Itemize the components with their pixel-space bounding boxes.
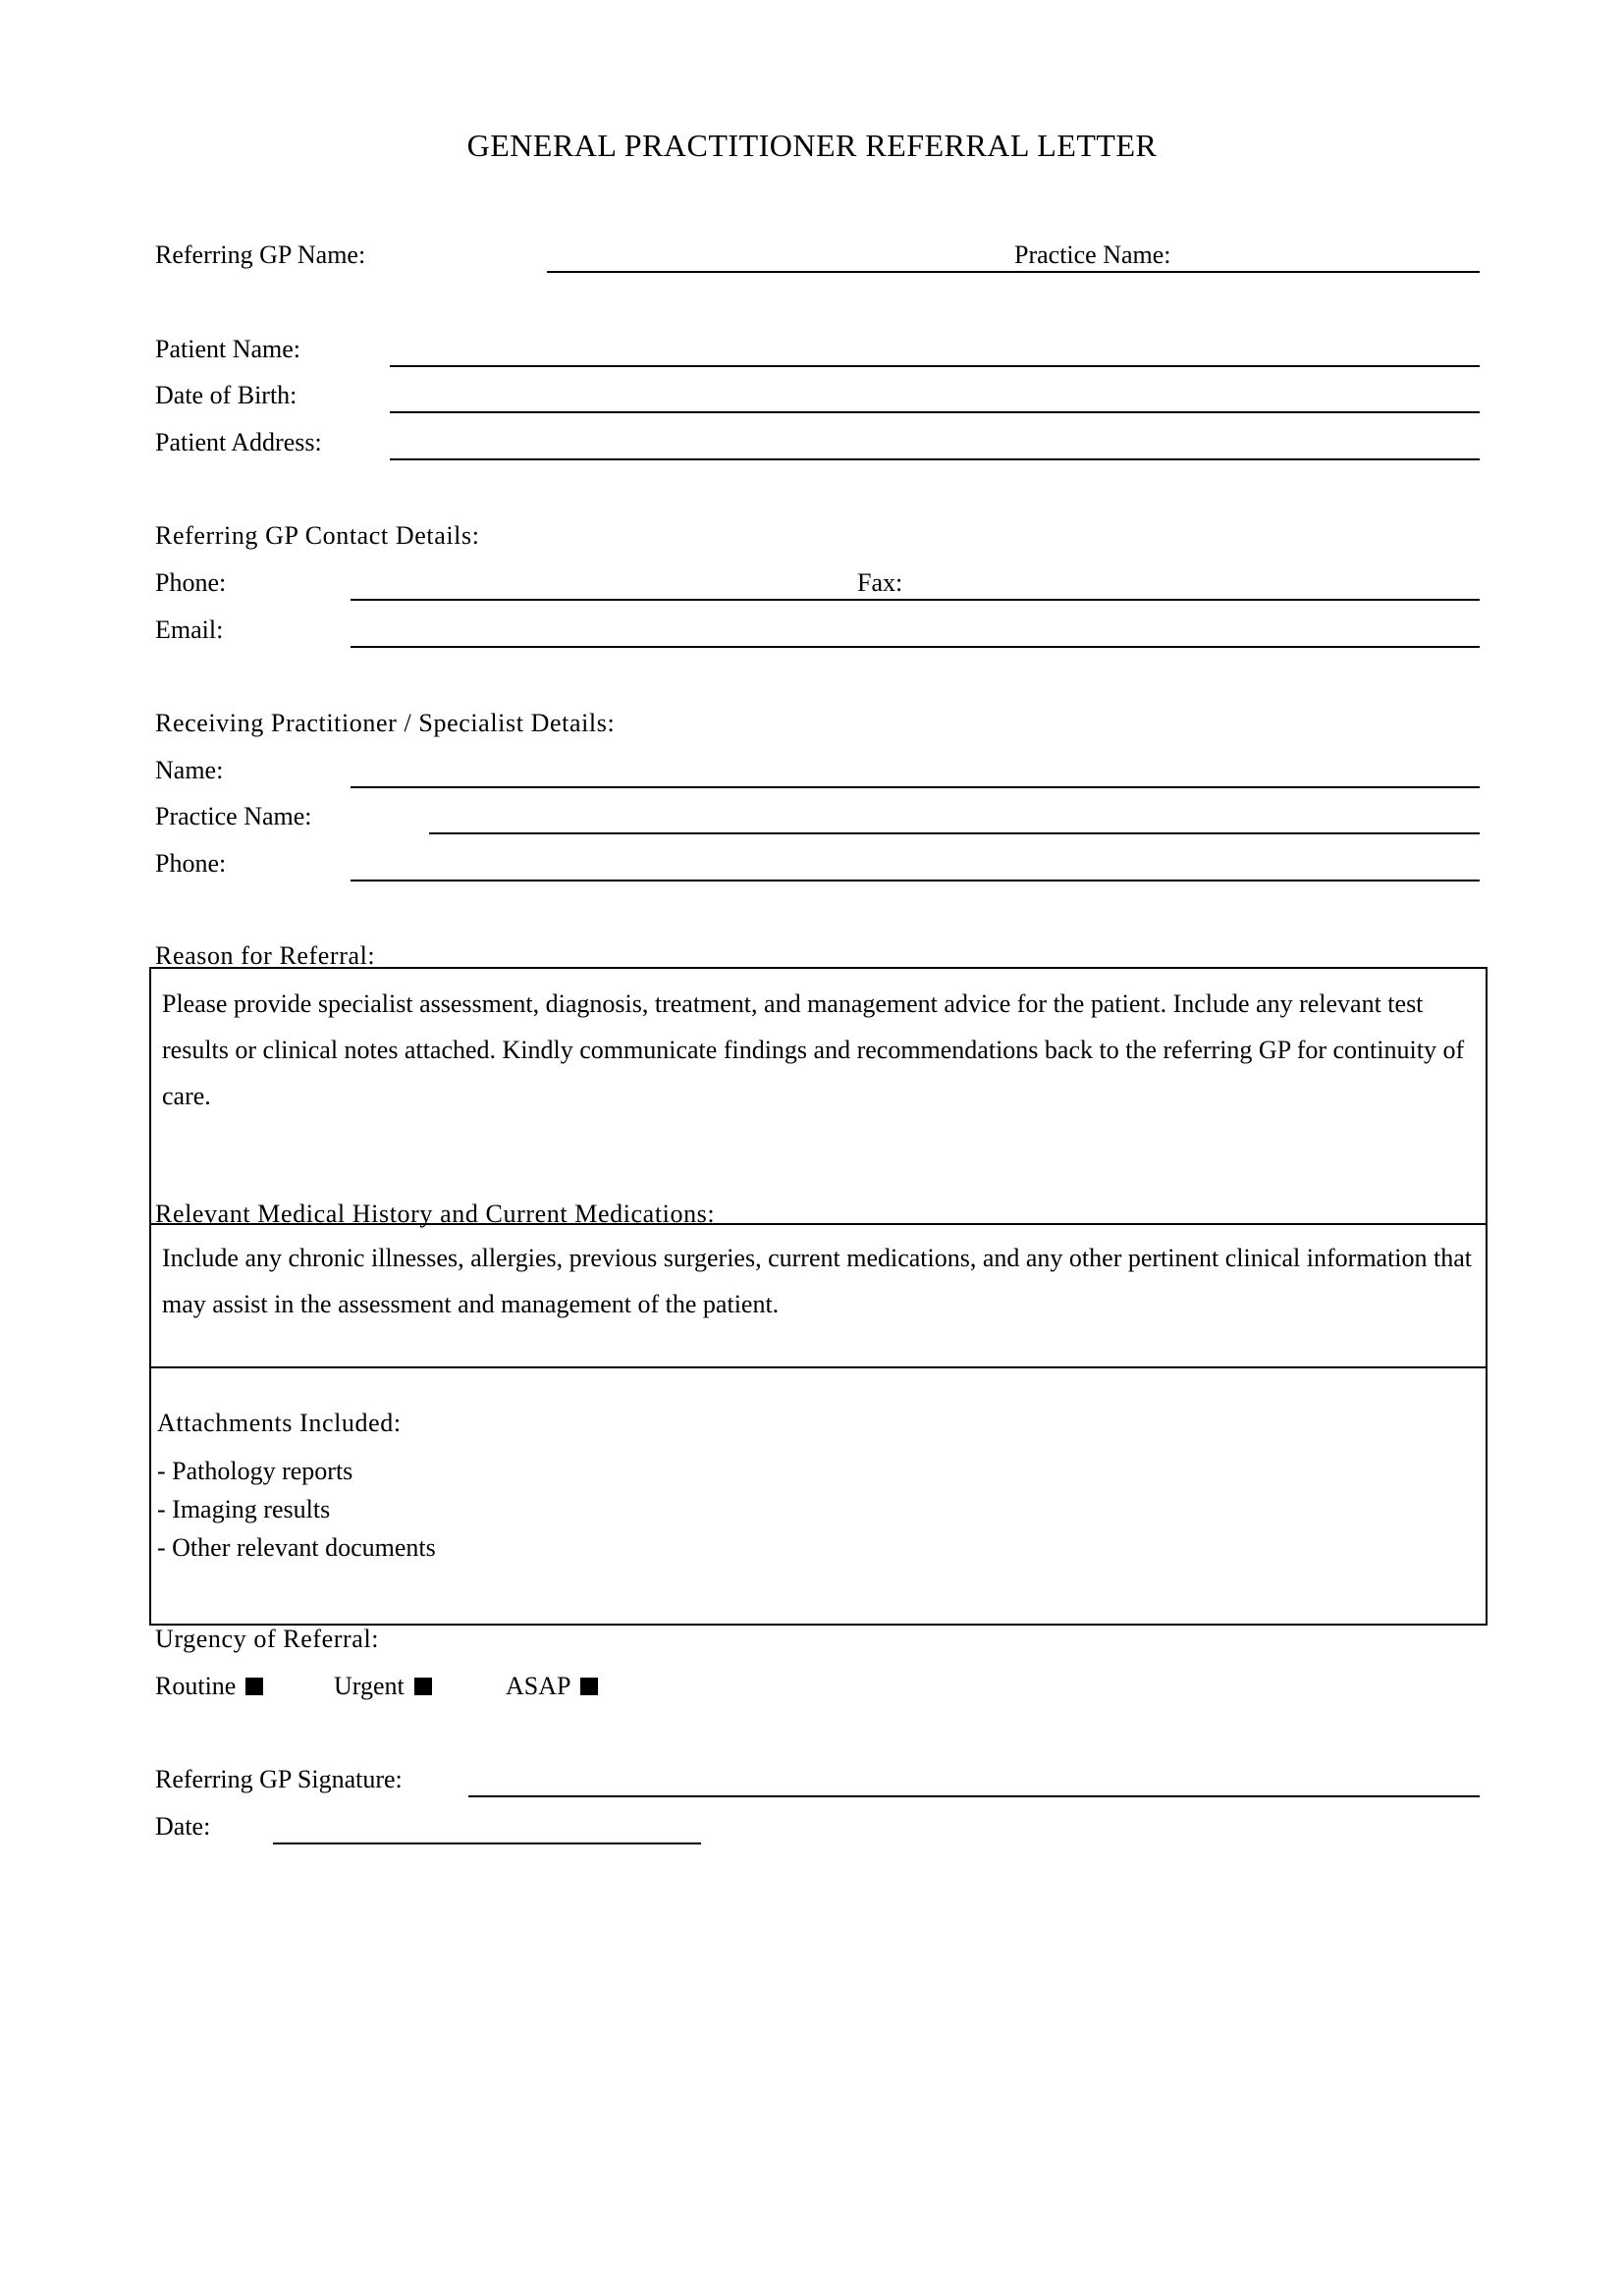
checkbox-square-icon[interactable] <box>414 1678 432 1695</box>
urgency-asap-label: ASAP <box>506 1672 571 1700</box>
gp-contact-heading: Referring GP Contact Details: <box>155 521 480 550</box>
urgency-urgent-label: Urgent <box>334 1672 405 1700</box>
receiving-phone-field[interactable] <box>351 880 1480 881</box>
reason-box[interactable] <box>149 967 1488 1225</box>
checkbox-square-icon[interactable] <box>580 1678 598 1695</box>
urgency-option-urgent[interactable] <box>334 1671 432 1702</box>
gp-name-field[interactable] <box>547 271 1480 273</box>
receiving-name-label: Name: <box>155 756 224 784</box>
signature-label: Referring GP Signature: <box>155 1765 403 1793</box>
receiving-name-field[interactable] <box>351 786 1480 788</box>
gp-phone-fax-field[interactable] <box>351 599 1480 601</box>
gp-phone-label: Phone: <box>155 568 227 597</box>
history-box[interactable] <box>149 1223 1488 1368</box>
receiving-heading: Receiving Practitioner / Specialist Details: <box>155 709 616 737</box>
history-text: Include any chronic illnesses, allergies, previous surgeries, current medications, and any other pertinent clinical information that may assist in the assessment and management of the patient. <box>162 1244 1473 1318</box>
patient-name-field[interactable] <box>390 365 1480 367</box>
urgency-option-routine[interactable] <box>155 1671 263 1702</box>
urgency-option-asap[interactable] <box>506 1671 598 1702</box>
receiving-practice-field[interactable] <box>429 832 1480 834</box>
practice-name-label: Practice Name: <box>1014 240 1171 269</box>
patient-address-field[interactable] <box>390 458 1480 460</box>
patient-name-label: Patient Name: <box>155 335 301 363</box>
urgency-routine-label: Routine <box>155 1672 237 1700</box>
gp-email-field[interactable] <box>351 646 1480 648</box>
date-field[interactable] <box>273 1842 701 1844</box>
reason-text: Please provide specialist assessment, diagnosis, treatment, and management advice for the patient. Include any relevant test results or clinical notes attached. Kindly communicate findings and recommendations back to the referring GP for continuity of care. <box>162 989 1465 1110</box>
patient-address-label: Patient Address: <box>155 428 322 456</box>
attachment-item: - Pathology reports <box>157 1457 353 1485</box>
receiving-practice-label: Practice Name: <box>155 802 312 830</box>
urgency-heading: Urgency of Referral: <box>155 1625 380 1653</box>
receiving-phone-label: Phone: <box>155 849 227 878</box>
history-heading: Relevant Medical History and Current Medications: <box>155 1200 716 1228</box>
dob-field[interactable] <box>390 411 1480 413</box>
gp-name-label: Referring GP Name: <box>155 240 366 269</box>
reason-heading: Reason for Referral: <box>155 941 376 970</box>
signature-field[interactable] <box>468 1795 1480 1797</box>
page-title: GENERAL PRACTITIONER REFERRAL LETTER <box>466 128 1158 163</box>
dob-label: Date of Birth: <box>155 381 298 409</box>
attachment-item: - Other relevant documents <box>157 1533 436 1562</box>
date-label: Date: <box>155 1812 211 1841</box>
gp-fax-label: Fax: <box>857 568 903 597</box>
attachments-box[interactable] <box>149 1366 1488 1626</box>
gp-email-label: Email: <box>155 615 224 644</box>
checkbox-square-icon[interactable] <box>245 1678 263 1695</box>
attachment-item: - Imaging results <box>157 1495 331 1523</box>
attachments-heading: Attachments Included: <box>157 1409 402 1437</box>
